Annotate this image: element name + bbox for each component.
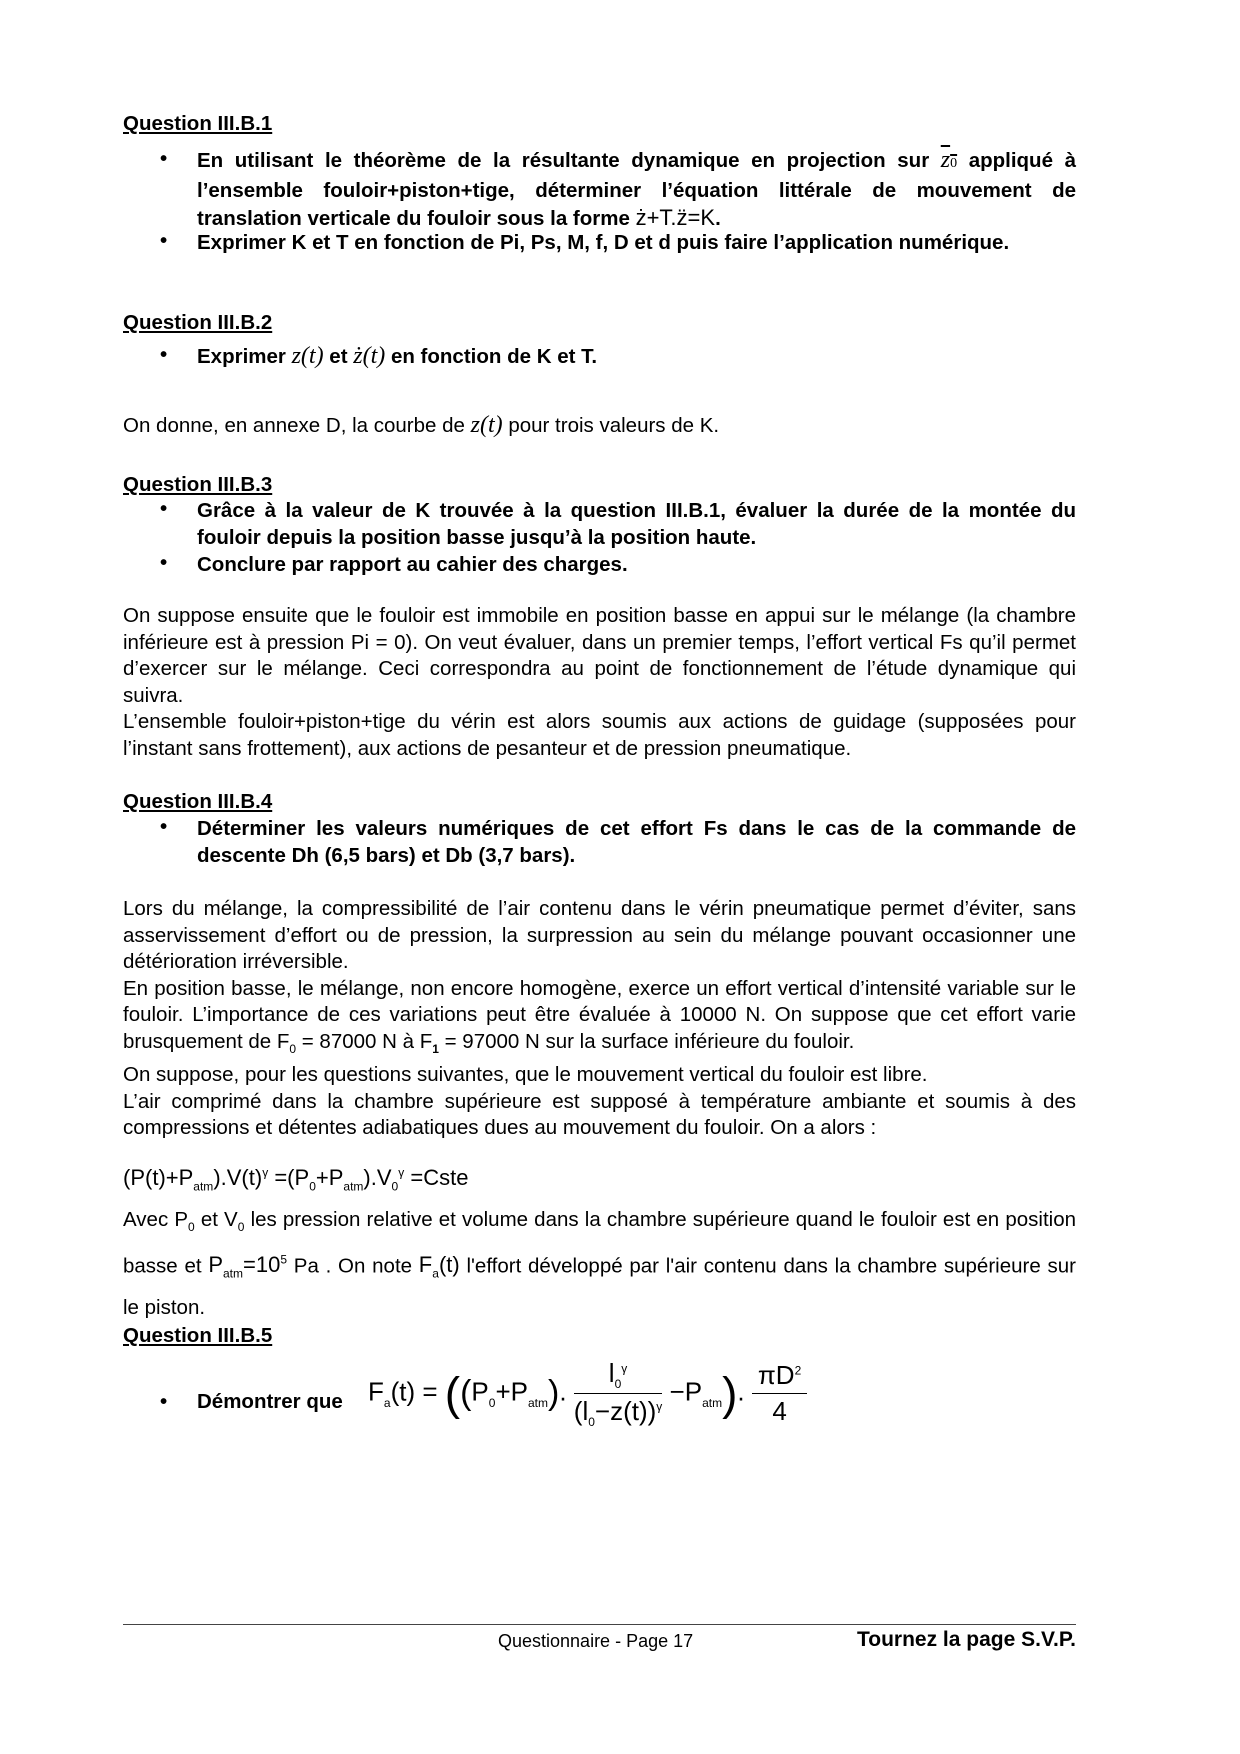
- q1-b1-text: En utilisant le théorème de la résultante dynamique en projection sur: [197, 149, 930, 172]
- q3-b1-text: Grâce à la valeur de K trouvée à la question III.B.1, évaluer la durée de la montée du fouloir depuis la position basse jusqu’à la position haute.: [197, 499, 1076, 549]
- equation-motion: ż+T.z̈=K: [635, 205, 716, 230]
- bullet-icon: •: [160, 343, 168, 366]
- bullet-icon: •: [160, 229, 168, 252]
- q3-bullet-1: [160, 497, 1076, 551]
- q5-lead: Démontrer que: [197, 1390, 343, 1413]
- bullet-icon: •: [160, 815, 168, 838]
- footer-divider: [123, 1624, 1076, 1625]
- paragraph-fs: On suppose ensuite que le fouloir est immobile en position basse en appui sur le mélange (la chambre inférieure est à pression Pi = 0). On veut évaluer, dans un premier temps, l’effort vertical Fs qu’il permet d’exercer sur le mélange. Ceci correspondra au point de fonctionnement de l’étude dynamique qui suivra.: [123, 604, 1076, 707]
- q1-bullet-2: [160, 229, 1076, 256]
- q3-bullet-2: [160, 551, 1076, 578]
- equation-adiabatic: $(P(t)+P_{atm}).V(t)^\gamma =(P_0+P_{atm}).V_0^\gamma$ =Cste: [123, 1165, 469, 1194]
- heading-q4: Question III.B.4: [123, 790, 273, 813]
- paragraph-melange: Lors du mélange, la compressibilité de l’air contenu dans le vérin pneumatique permet d’éviter, sans asservissement d’effort ou de pression, la surpression au sein du mélange pouvant occasionner une détérioration irréversible. En position basse, le mélange, non encore homogène, exerce un effort vertical d’intensité variable sur le fouloir. L’importance de ces variations peut être évaluée à 10000 N. On suppose que cet effort varie brusquement de $F_0 = 87000$ N à $F_1 = 97000$ N sur la surface inférieure du fouloir. On suppose, pour les questions suivantes, que le mouvement vertical du fouloir est libre. L’air comprimé dans la chambre supérieure est supposé à température ambiante et soumis à des compressions et détentes adiabatiques dues au mouvement du fouloir. On a alors :: [123, 897, 1076, 1140]
- math-zdot: ż(t): [353, 343, 386, 369]
- q2-bullet-1: • Exprimer z(t) et ż(t) en fonction de K et T.: [160, 343, 598, 369]
- q1-b2-text: Exprimer K et T en fonction de Pi, Ps, M, f, D et d puis faire l’application numérique.: [197, 231, 1010, 254]
- paragraph-annexe: On donne, en annexe D, la courbe de z(t) pour trois valeurs de K.: [123, 412, 720, 438]
- paragraph-ensemble: L’ensemble fouloir+piston+tige du vérin est alors soumis aux actions de guidage (supposées pour l’instant sans frottement), aux actions de pesanteur et de pression pneumatique.: [123, 710, 1076, 760]
- bullet-icon: •: [160, 1390, 168, 1413]
- equation-fa: $F_a(t) = ((P_0+P_{atm})$. $\frac{l_0^\gamma}{(l_0-z(t))^\gamma}$ $-P_{atm}$). $\frac{\pi D^2}{4}$: [368, 1358, 807, 1429]
- paragraph-avec: Avec $P_0$ et $V_0$ les pression relative et volume dans la chambre supérieure quand le fouloir est en position basse et $P_{atm}=10^5$ Pa . On note $F_a(t)$ l'effort développé par l'air contenu dans la chambre supérieure sur le piston.: [123, 1208, 1076, 1319]
- q3-b2-text: Conclure par rapport au cahier des charges.: [197, 553, 628, 576]
- bullet-icon: •: [160, 551, 168, 574]
- heading-q5: Question III.B.5: [123, 1324, 273, 1347]
- footer-page-number: Questionnaire - Page 17: [498, 1631, 694, 1651]
- heading-q1: Question III.B.1: [123, 112, 273, 135]
- heading-q2: Question III.B.2: [123, 311, 273, 334]
- q4-bullet-1: [160, 815, 1076, 869]
- bullet-icon: •: [160, 497, 168, 520]
- q5-bullet-1: [160, 1358, 1060, 1448]
- math-z: z(t): [291, 343, 324, 369]
- q4-b1-text: Déterminer les valeurs numériques de cet effort Fs dans le cas de la commande de descente Dh (6,5 bars) et Db (3,7 bars).: [197, 817, 1076, 867]
- footer-turn-page: Tournez la page S.V.P.: [856, 1628, 1076, 1651]
- heading-q3: Question III.B.3: [123, 473, 273, 496]
- vector-z0: z0: [940, 147, 958, 173]
- q1-b1-cont: appliqué à l’ensemble fouloir+piston+tige, déterminer l’équation littérale de mouvement de translation verticale du fouloir sous la forme: [197, 149, 1076, 230]
- q1-bullet-1: • En utilisant le théorème de la résultante dynamique en projection sur z0 appliqué à l’ensemble fouloir+piston+tige, déterminer l’équation littérale de mouvement de translation verticale du fouloir sous la forme ż+T.z̈=K.: [160, 147, 1076, 230]
- bullet-icon: •: [160, 147, 168, 170]
